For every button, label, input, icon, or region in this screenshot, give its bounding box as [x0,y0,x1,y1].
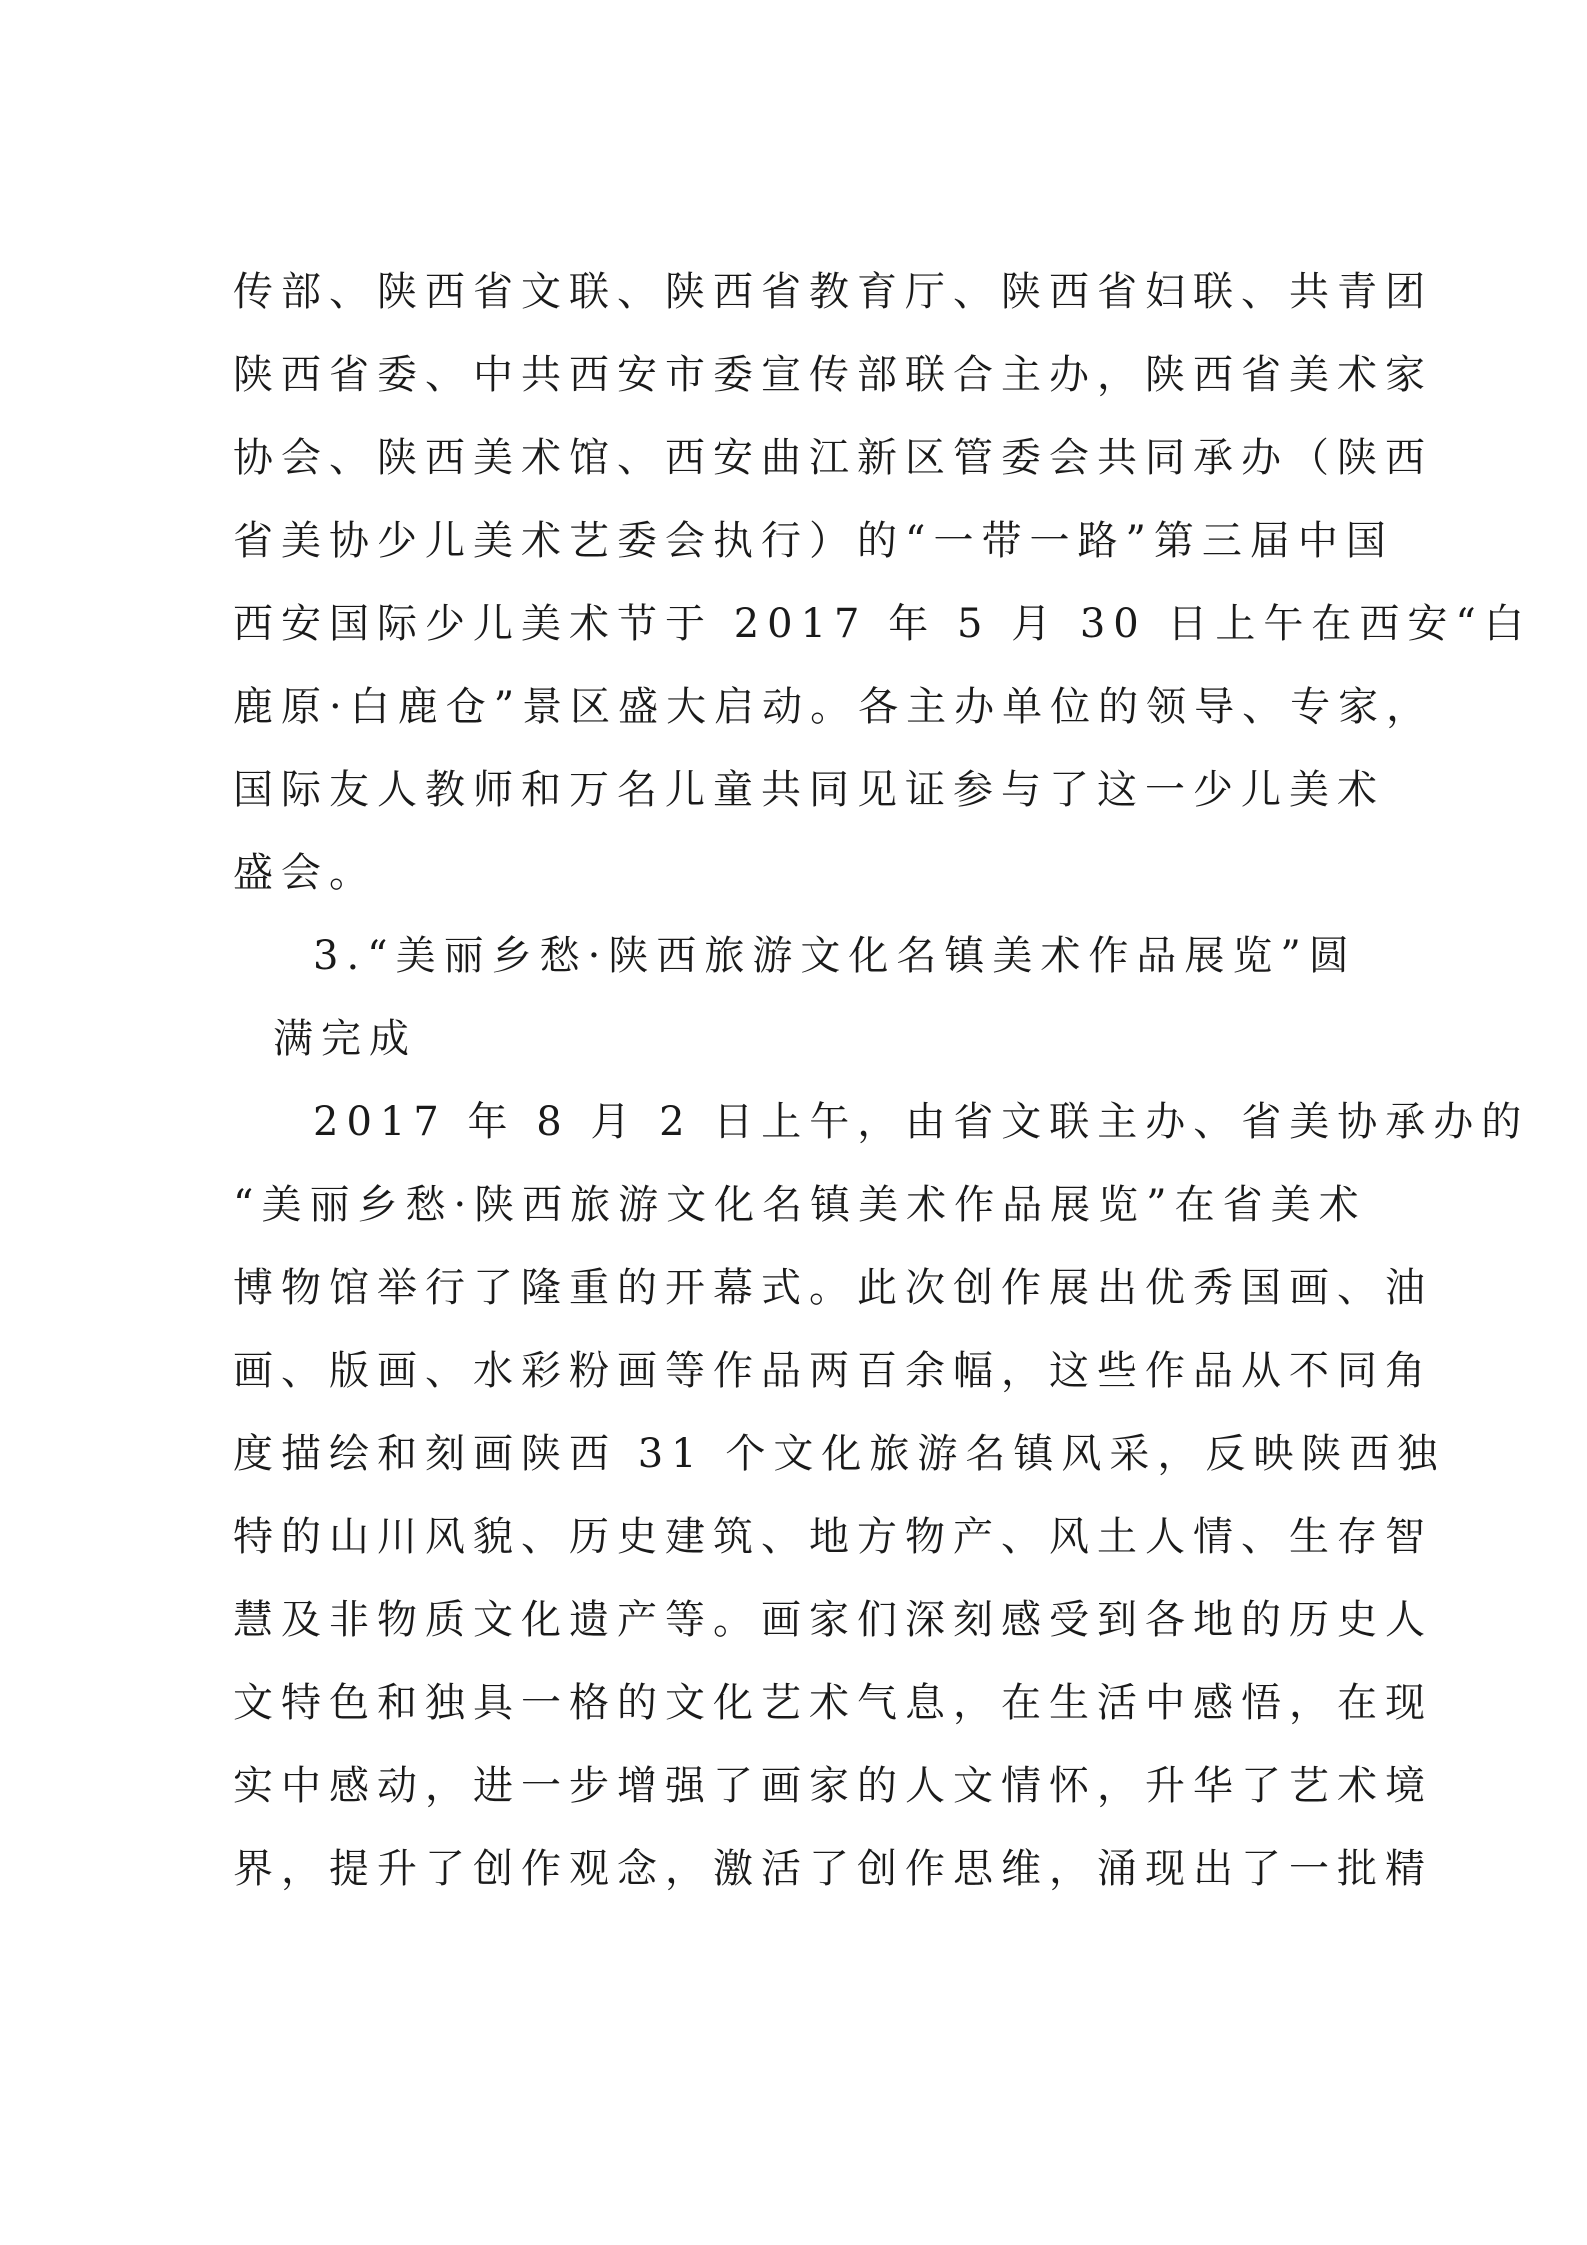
paragraph-line: 国际友人教师和万名儿童共同见证参与了这一少儿美术 [233,767,1385,813]
paragraph-line: 慧及非物质文化遗产等。画家们深刻感受到各地的历史人 [233,1597,1433,1643]
paragraph-line: 鹿原·白鹿仓”景区盛大启动。各主办单位的领导、专家， [233,684,1435,730]
paragraph-line: 界，提升了创作观念，激活了创作思维，涌现出了一批精 [233,1846,1433,1892]
paragraph-line: “美丽乡愁·陕西旅游文化名镇美术作品展览”在省美术 [233,1182,1367,1228]
paragraph-line: 实中感动，进一步增强了画家的人文情怀，升华了艺术境 [233,1763,1433,1809]
paragraph-line: 西安国际少儿美术节于 2017 年 5 月 30 日上午在西安“白 [233,601,1532,647]
paragraph-line: 陕西省委、中共西安市委宣传部联合主办，陕西省美术家 [233,352,1433,398]
paragraph-line: 博物馆举行了隆重的开幕式。此次创作展出优秀国画、油 [233,1265,1433,1311]
paragraph-line: 度描绘和刻画陕西 31 个文化旅游名镇风采，反映陕西独 [233,1431,1446,1477]
paragraph-line: 特的山川风貌、历史建筑、地方物产、风土人情、生存智 [233,1514,1433,1560]
paragraph-line: 画、版画、水彩粉画等作品两百余幅，这些作品从不同角 [233,1348,1433,1394]
section-heading: 3.“美丽乡愁·陕西旅游文化名镇美术作品展览”圆 [313,933,1357,979]
paragraph-line: 盛会。 [233,850,377,896]
paragraph-line: 传部、陕西省文联、陕西省教育厅、陕西省妇联、共青团 [233,269,1433,315]
paragraph-line: 协会、陕西美术馆、西安曲江新区管委会共同承办（陕西 [233,435,1433,481]
paragraph-line: 省美协少儿美术艺委会执行）的“一带一路”第三届中国 [233,518,1394,564]
paragraph-line: 2017 年 8 月 2 日上午，由省文联主办、省美协承办的 [313,1099,1530,1145]
section-heading: 满完成 [273,1016,417,1062]
paragraph-line: 文特色和独具一格的文化艺术气息，在生活中感悟，在现 [233,1680,1433,1726]
